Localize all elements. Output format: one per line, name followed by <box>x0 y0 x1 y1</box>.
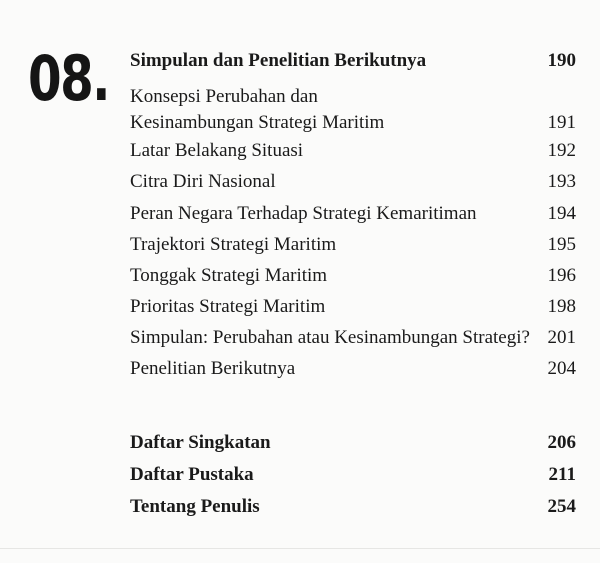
toc-entry-title: Penelitian Berikutnya <box>130 358 296 379</box>
toc-backmatter-entry <box>130 430 576 456</box>
toc-entry-page: 211 <box>548 464 576 485</box>
toc-entry <box>130 356 576 382</box>
toc-entry-page: 192 <box>547 140 576 161</box>
toc-entry-title: Citra Diri Nasional <box>130 171 276 192</box>
toc-entry-title: Latar Belakang Situasi <box>130 140 304 161</box>
toc-entry-title: Prioritas Strategi Maritim <box>130 296 326 317</box>
toc-entry <box>130 169 576 195</box>
toc-entry <box>130 201 576 227</box>
toc-backmatter-entry <box>130 494 576 520</box>
toc-entry-page: 254 <box>547 496 576 517</box>
toc-entry <box>130 232 576 258</box>
toc-entry-title: Daftar Pustaka <box>130 464 254 485</box>
toc-entry-page: 193 <box>547 171 576 192</box>
chapter-number: 08. <box>28 42 109 115</box>
toc-entry <box>130 294 576 320</box>
toc-entry-page: 198 <box>547 296 576 317</box>
toc-entry-title: Simpulan dan Penelitian Berikutnya <box>130 50 427 71</box>
toc-entry <box>130 325 576 351</box>
toc-entry <box>130 138 576 164</box>
toc-entry-title: Daftar Singkatan <box>130 432 271 453</box>
toc-entry-title: Tonggak Strategi Maritim <box>130 265 328 286</box>
toc-entry-title: Trajektori Strategi Maritim <box>130 234 337 255</box>
toc-entry-page: 194 <box>547 203 576 224</box>
toc-entry-page: 206 <box>547 432 576 453</box>
toc-entry-page: 204 <box>547 358 576 379</box>
toc-backmatter-entry <box>130 462 576 488</box>
toc-entry-page: 201 <box>547 327 576 348</box>
toc-entry <box>130 263 576 289</box>
toc-entry-title: Konsepsi Perubahan dan Kesinambungan Strategi Maritim <box>130 86 385 133</box>
toc-entry-title: Tentang Penulis <box>130 496 260 517</box>
toc-entry-page: 196 <box>547 265 576 286</box>
toc-entry-page: 191 <box>547 112 576 133</box>
page-edge-divider <box>0 548 600 549</box>
toc-entry-chapter-title <box>130 48 576 74</box>
toc-entry-title: Peran Negara Terhadap Strategi Kemaritiman <box>130 203 477 224</box>
toc-entry-title: Simpulan: Perubahan atau Kesinambungan Strategi? <box>130 327 530 348</box>
toc-entry-page: 190 <box>547 50 576 71</box>
toc-entry <box>130 84 576 136</box>
toc-entry-page: 195 <box>547 234 576 255</box>
